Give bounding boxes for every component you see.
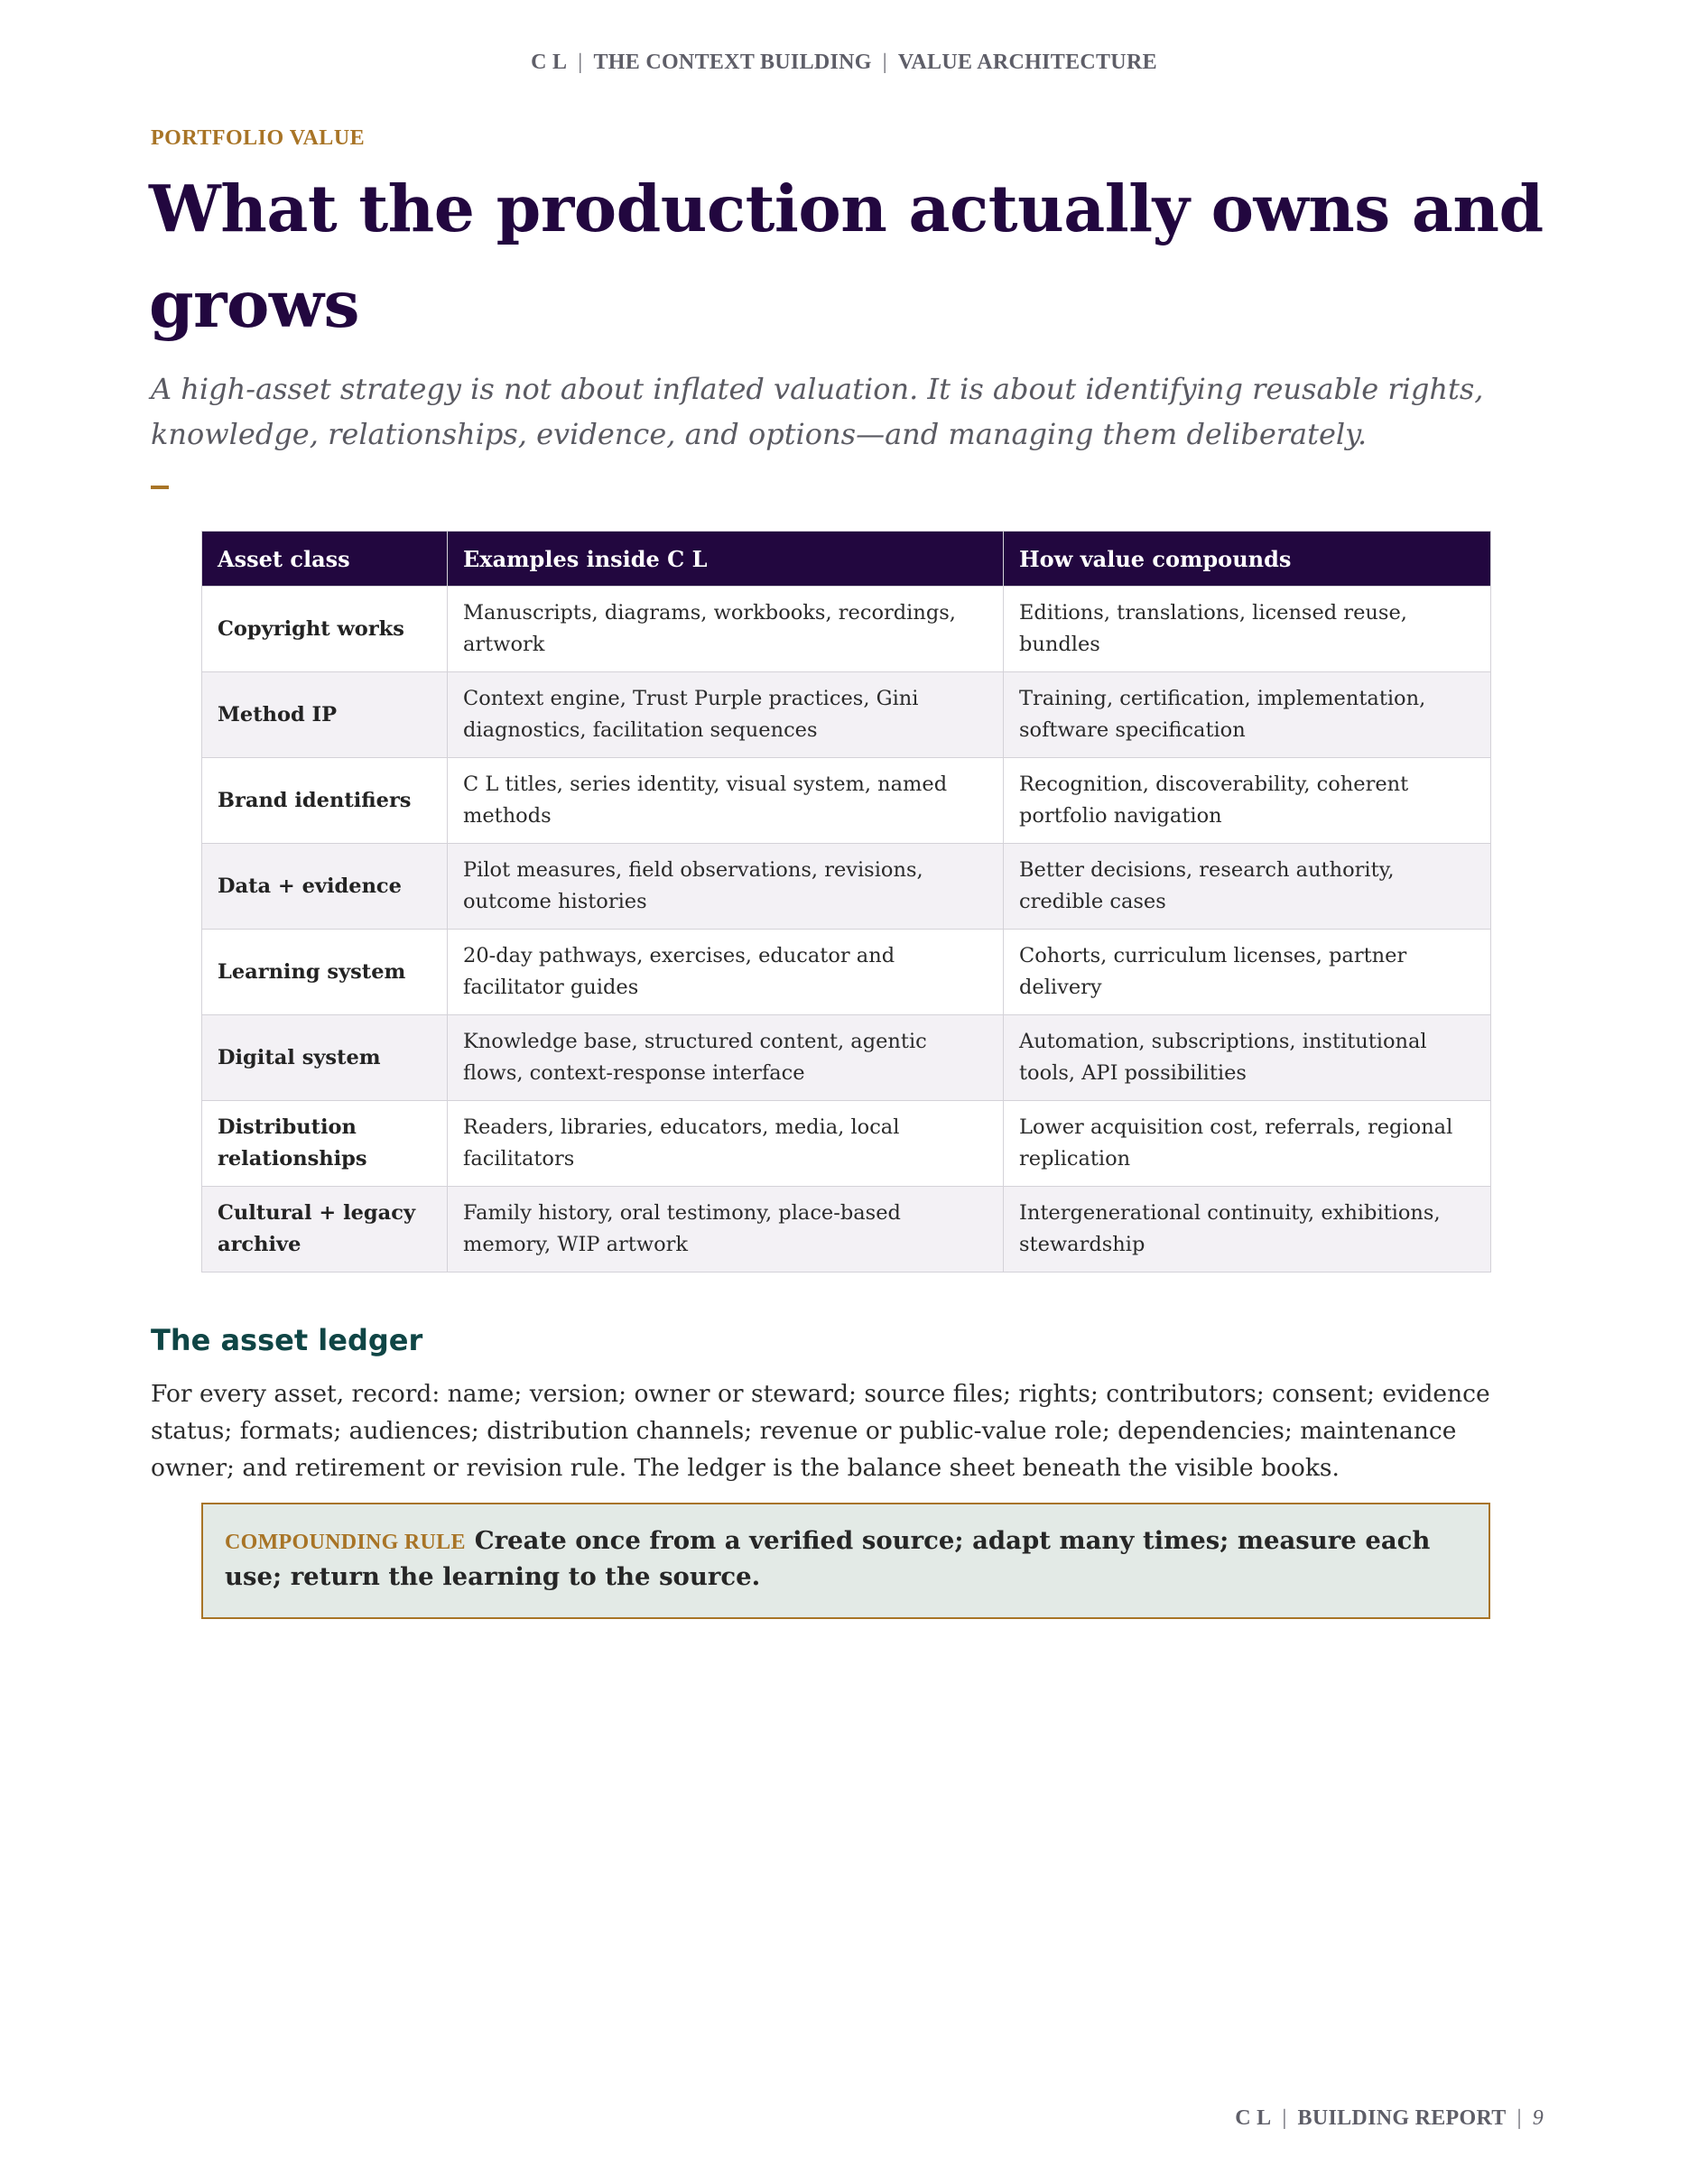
- column-header: Examples inside C L: [448, 532, 1004, 587]
- examples-cell: Pilot measures, field observations, revisions, outcome histories: [448, 844, 1004, 930]
- examples-cell: Context engine, Trust Purple practices, Gini diagnostics, facilitation sequences: [448, 672, 1004, 758]
- page-number: 9: [1532, 2106, 1544, 2130]
- header-separator: |: [882, 51, 887, 74]
- lede-paragraph: A high-asset strategy is not about inflated valuation. It is about identifying reusable rights, knowledge, relationships, evidence, and options—and managing them deliberately.: [151, 372, 1484, 451]
- table-row: [202, 587, 1491, 672]
- value-cell: Lower acquisition cost, referrals, regional replication: [1004, 1101, 1491, 1187]
- header-separator: |: [578, 51, 583, 74]
- section-eyebrow: PORTFOLIO VALUE: [151, 126, 366, 150]
- table-row: [202, 930, 1491, 1015]
- compounding-rule-callout: [201, 1503, 1490, 1619]
- examples-cell: Manuscripts, diagrams, workbooks, recordings, artwork: [448, 587, 1004, 672]
- asset-ledger-heading: The asset ledger: [151, 1323, 423, 1357]
- asset-class-cell: Learning system: [202, 930, 448, 1015]
- value-cell: Editions, translations, licensed reuse, bundles: [1004, 587, 1491, 672]
- running-footer: [1235, 2106, 1544, 2131]
- footer-separator: |: [1282, 2106, 1287, 2130]
- page-title: What the production actually owns and grows: [149, 171, 1544, 342]
- value-cell: Intergenerational continuity, exhibitions, stewardship: [1004, 1187, 1491, 1272]
- table-row: [202, 1015, 1491, 1101]
- table-row: [202, 672, 1491, 758]
- asset-class-cell: Copyright works: [202, 587, 448, 672]
- examples-cell: 20-day pathways, exercises, educator and facilitator guides: [448, 930, 1004, 1015]
- column-header: How value compounds: [1004, 532, 1491, 587]
- footer-brand: C L: [1235, 2106, 1272, 2130]
- table-row: [202, 844, 1491, 930]
- value-cell: Automation, subscriptions, institutional tools, API possibilities: [1004, 1015, 1491, 1101]
- examples-cell: Readers, libraries, educators, media, local facilitators: [448, 1101, 1004, 1187]
- examples-cell: Family history, oral testimony, place-based memory, WIP artwork: [448, 1187, 1004, 1272]
- header-brand: C L: [531, 51, 568, 74]
- asset-class-cell: Brand identifiers: [202, 758, 448, 844]
- asset-class-cell: Method IP: [202, 672, 448, 758]
- header-section: VALUE ARCHITECTURE: [897, 51, 1157, 74]
- footer-separator: |: [1516, 2106, 1522, 2130]
- value-cell: Better decisions, research authority, credible cases: [1004, 844, 1491, 930]
- value-cell: Training, certification, implementation, software specification: [1004, 672, 1491, 758]
- callout-label: COMPOUNDING RULE: [225, 1531, 466, 1554]
- examples-cell: C L titles, series identity, visual system, named methods: [448, 758, 1004, 844]
- asset-class-cell: Data + evidence: [202, 844, 448, 930]
- table-row: [202, 758, 1491, 844]
- footer-report-title: BUILDING REPORT: [1297, 2106, 1507, 2130]
- table-header-row: [202, 532, 1491, 587]
- examples-cell: Knowledge base, structured content, agentic flows, context-response interface: [448, 1015, 1004, 1101]
- table-row: [202, 1187, 1491, 1272]
- callout-text: Create once from a verified source; adapt many times; measure each use; return the learning to the source.: [225, 1526, 1431, 1591]
- header-book-title: THE CONTEXT BUILDING: [593, 51, 872, 74]
- asset-class-table: [201, 531, 1491, 1272]
- asset-class-cell: Distribution relationships: [202, 1101, 448, 1187]
- asset-class-cell: Cultural + legacy archive: [202, 1187, 448, 1272]
- value-cell: Cohorts, curriculum licenses, partner delivery: [1004, 930, 1491, 1015]
- value-cell: Recognition, discoverability, coherent portfolio navigation: [1004, 758, 1491, 844]
- column-header: Asset class: [202, 532, 448, 587]
- running-header: [0, 51, 1688, 75]
- asset-ledger-paragraph: For every asset, record: name; version; owner or steward; source files; rights; contributors; consent; evidence status; formats; audiences; distribution channels; revenue or public-value role; dependencies; maintenance owner; and retirement or revision rule. The ledger is the balance sheet beneath the visible books.: [151, 1380, 1490, 1482]
- accent-rule: [151, 486, 169, 489]
- asset-class-cell: Digital system: [202, 1015, 448, 1101]
- table-row: [202, 1101, 1491, 1187]
